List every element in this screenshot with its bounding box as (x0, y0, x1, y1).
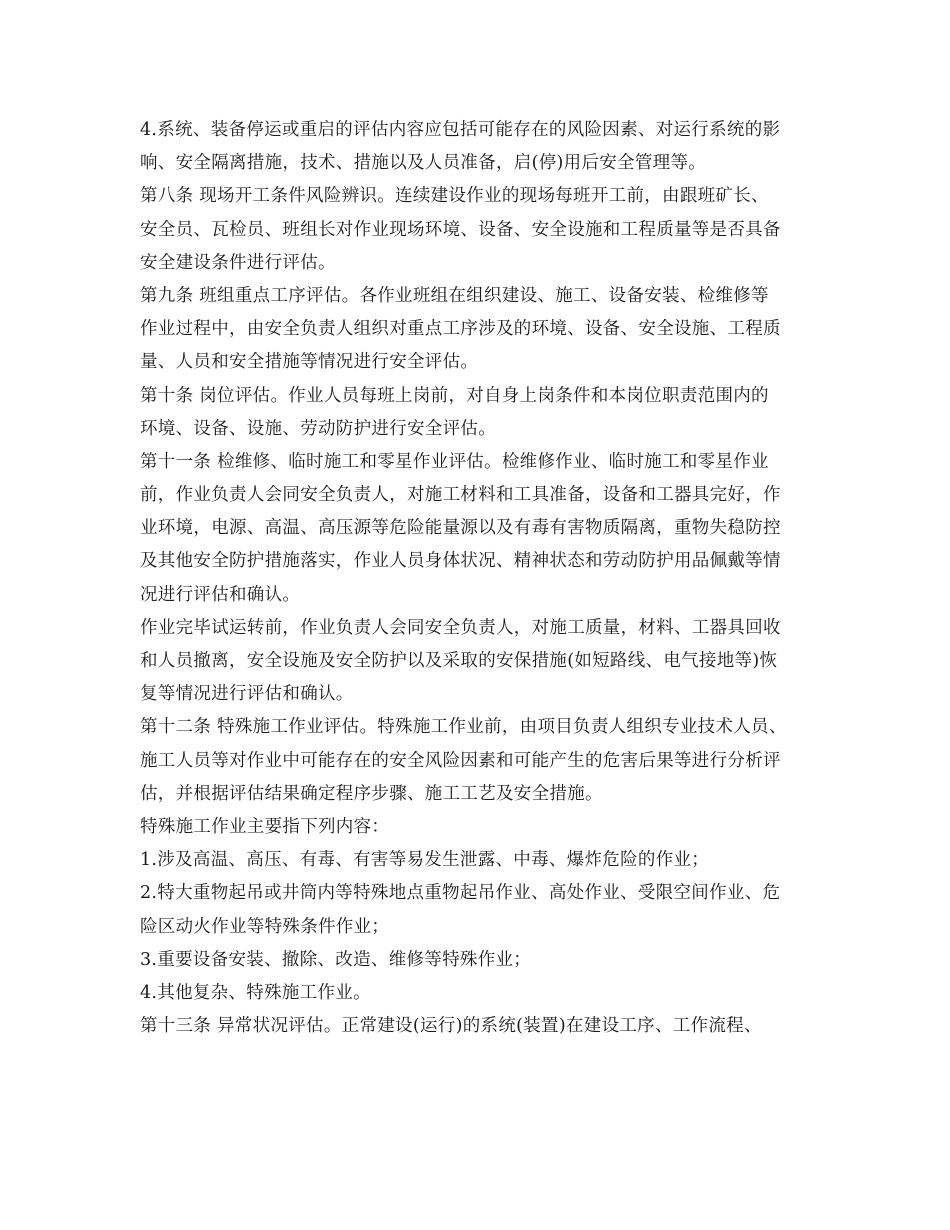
text-line: 1.涉及高温、高压、有毒、有害等易发生泄露、中毒、爆炸危险的作业； (140, 850, 710, 871)
text-line: 复等情况进行评估和确认。 (140, 684, 354, 705)
text-line: 险区动火作业等特殊条件作业； (140, 916, 390, 937)
text-line: 安全建设条件进行评估。 (140, 252, 336, 273)
text-line: 4.系统、装备停运或重启的评估内容应包括可能存在的风险因素、对运行系统的影 (140, 120, 781, 140)
text-line: 响、安全隔离措施，技术、措施以及人员准备，启(停)用后安全管理等。 (140, 153, 707, 174)
text-line: 量、人员和安全措施等情况进行安全评估。 (140, 352, 479, 373)
text-line: 2.特大重物起吊或井筒内等特殊地点重物起吊作业、高处作业、受限空间作业、危 (140, 883, 781, 904)
text-line: 特殊施工作业主要指下列内容： (140, 816, 390, 837)
text-line: 及其他安全防护措施落实，作业人员身体状况、精神状态和劳动防护用品佩戴等情 (140, 551, 781, 572)
text-line: 估，并根据评估结果确定程序步骤、施工工艺及安全措施。 (140, 783, 603, 804)
text-line: 环境、设备、设施、劳动防护进行安全评估。 (140, 418, 496, 439)
text-line: 第十二条 特殊施工作业评估。特殊施工作业前，由项目负责人组织专业技术人员、 (140, 717, 787, 738)
document-body (140, 114, 840, 1043)
text-line: 安全员、瓦检员、班组长对作业现场环境、设备、安全设施和工程质量等是否具备 (140, 219, 781, 240)
text-line: 作业完毕试运转前，作业负责人会同安全负责人，对施工质量，材料、工器具回收 (140, 617, 781, 638)
text-line: 和人员撤离，安全设施及安全防护以及采取的安保措施(如短路线、电气接地等)恢 (140, 651, 778, 671)
text-line: 作业过程中，由安全负责人组织对重点工序涉及的环境、设备、安全设施、工程质 (140, 319, 781, 340)
text-line: 第十条 岗位评估。作业人员每班上岗前，对自身上岗条件和本岗位职责范围内的 (140, 385, 769, 406)
text-line: 前，作业负责人会同安全负责人，对施工材料和工具准备，设备和工器具完好，作 (140, 485, 781, 506)
text-line: 业环境，电源、高温、高压源等危险能量源以及有毒有害物质隔离，重物失稳防控 (140, 518, 781, 539)
text-line: 3.重要设备安装、撤除、改造、维修等特殊作业； (140, 949, 532, 970)
text-line: 第八条 现场开工条件风险辨识。连续建设作业的现场每班开工前，由跟班矿长、 (140, 186, 769, 207)
text-line: 第九条 班组重点工序评估。各作业班组在组织建设、施工、设备安装、检维修等 (140, 285, 769, 306)
text-line: 施工人员等对作业中可能存在的安全风险因素和可能产生的危害后果等进行分析评 (140, 750, 781, 771)
text-line: 况进行评估和确认。 (140, 584, 301, 605)
text-line: 第十三条 异常状况评估。正常建设(运行)的系统(装置)在建设工序、工作流程、 (140, 1016, 762, 1037)
text-line: 4.其他复杂、特殊施工作业。 (140, 982, 371, 1003)
text-line: 第十一条 检维修、临时施工和零星作业评估。检维修作业、临时施工和零星作业 (140, 451, 769, 472)
